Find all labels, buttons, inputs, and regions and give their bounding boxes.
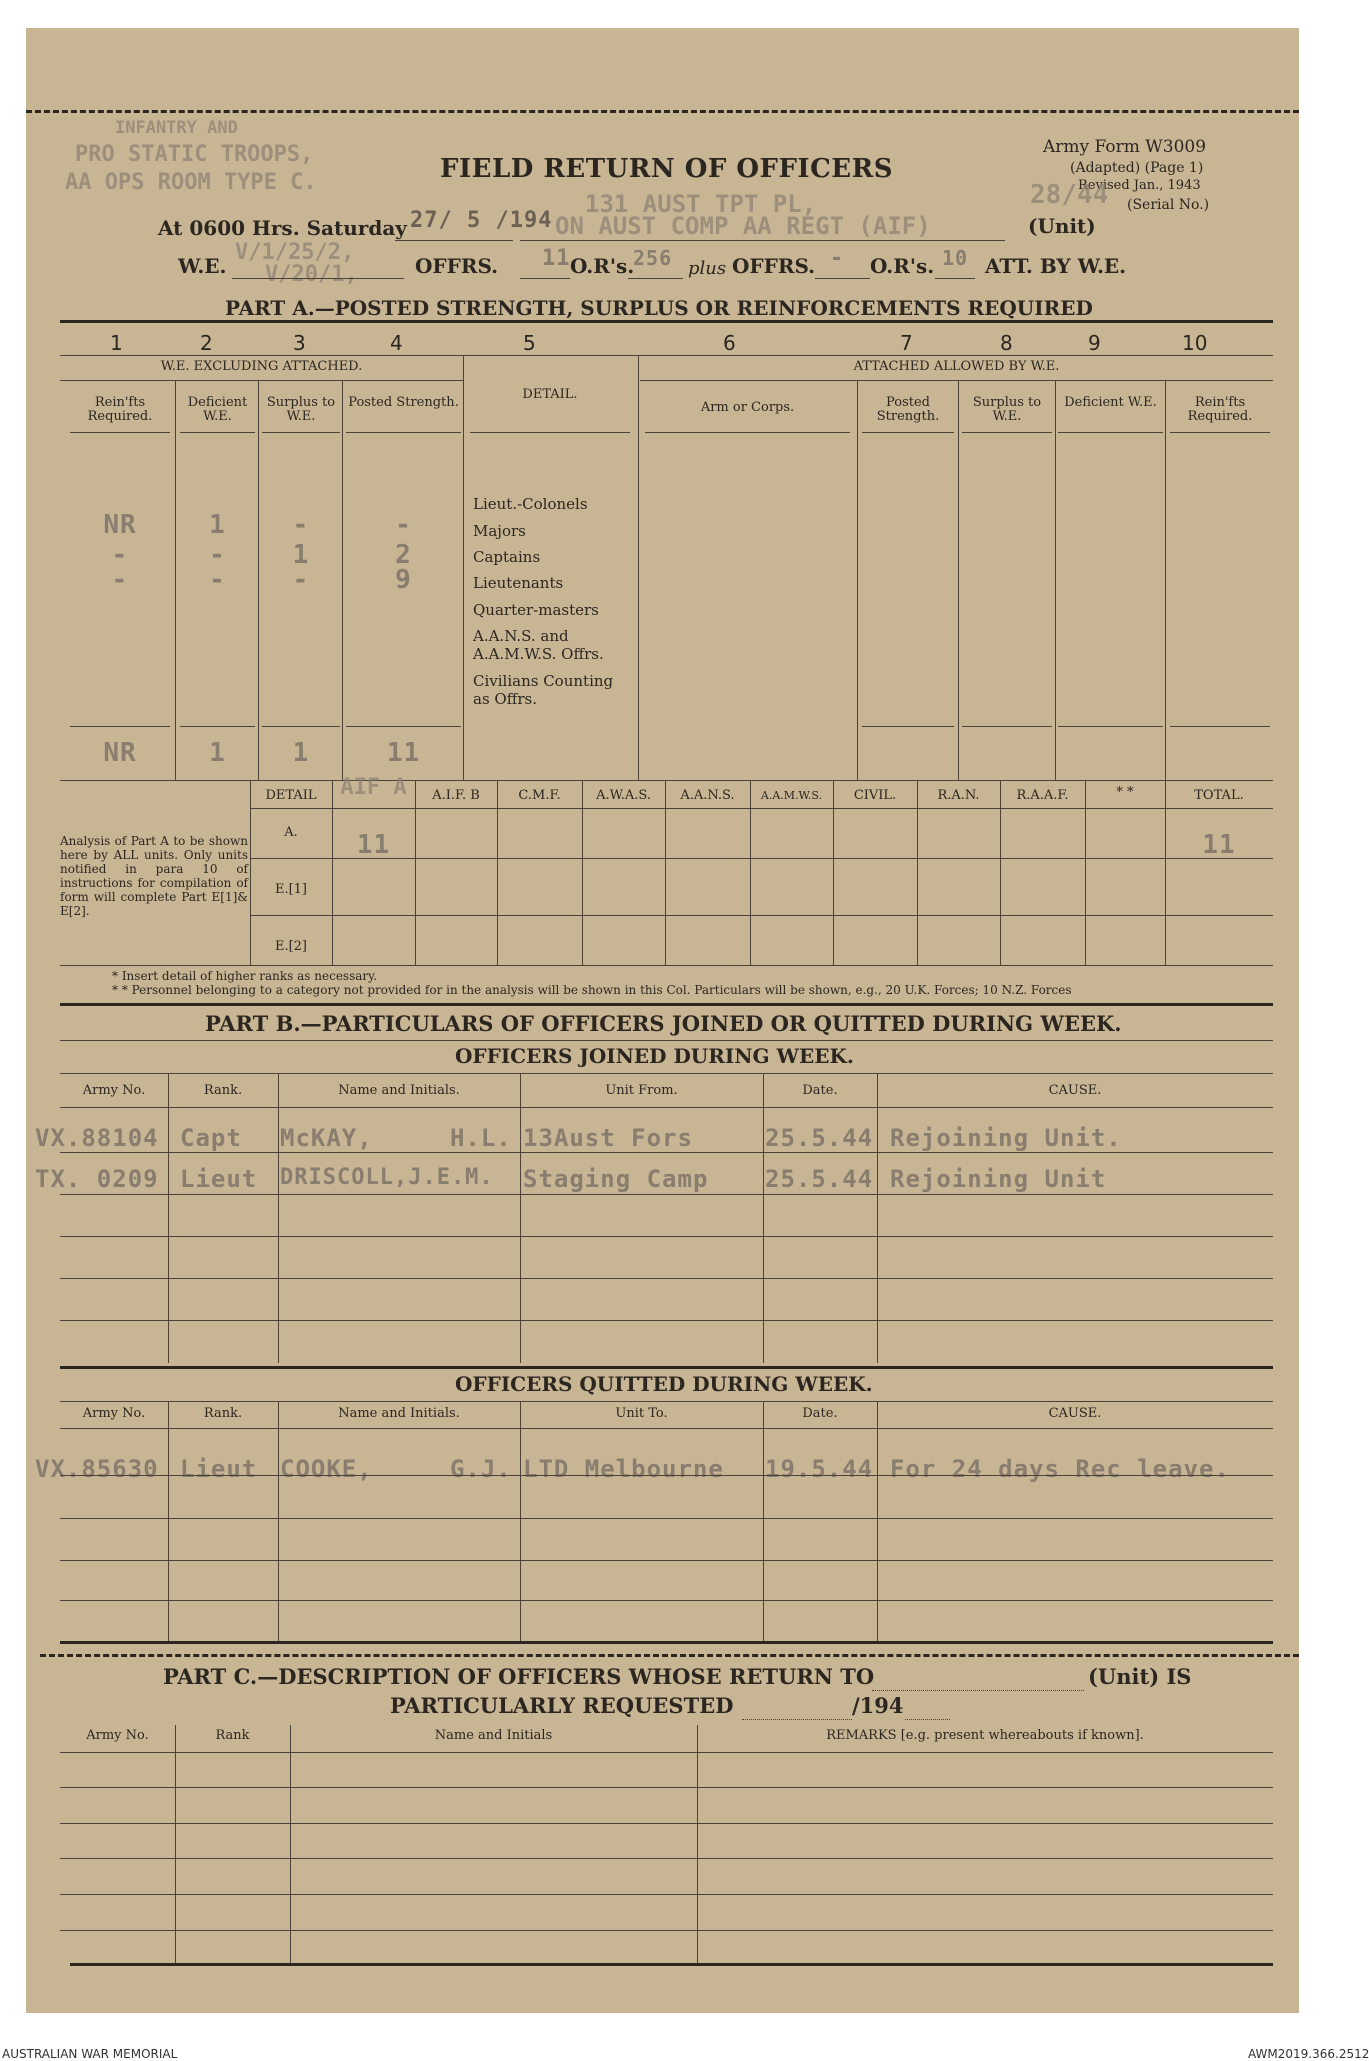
header-arm-corps: Arm or Corps.	[700, 400, 795, 415]
quitted-row-rule	[60, 1518, 1273, 1519]
analysis-row-a: A.	[284, 825, 298, 840]
joined-header-rule	[60, 1107, 1273, 1108]
part-a-total-rule	[1170, 726, 1270, 727]
form-title: FIELD RETURN OF OFFICERS	[440, 154, 893, 184]
at-hours-label: At 0600 Hrs. Saturday	[158, 216, 407, 240]
joined-row-rule	[60, 1320, 1273, 1321]
header-reinfts-10: Rein'fts Required.	[1187, 395, 1253, 424]
row1-surplus: -	[292, 510, 310, 540]
part-c-row-rule	[60, 1787, 1273, 1788]
unit-typed-2: ON AUST COMP AA REGT (AIF)	[555, 212, 931, 240]
part-a-header-rule	[1170, 432, 1270, 433]
col-num-6: 6	[723, 331, 736, 355]
we-group-rule	[60, 380, 463, 381]
col-num-4: 4	[390, 331, 403, 355]
analysis-note: Analysis of Part A to be shown here by ALL units. Only units notified in para 10 of instructions for compilation of form will complete Part E[1]& E[2].	[60, 834, 248, 918]
analysis-detail-label: DETAIL	[265, 788, 317, 803]
part-c-header-army-no: Army No.	[86, 1728, 149, 1743]
offrs-label: OFFRS.	[415, 254, 499, 278]
unit-typed-1: 131 AUST TPT PL,	[585, 190, 817, 218]
row1-deficient: 1	[209, 510, 226, 540]
joined-header-name: Name and Initials.	[338, 1083, 460, 1098]
part-c-row-rule	[60, 1752, 1273, 1753]
quitted-header-cause: CAUSE.	[1048, 1406, 1102, 1421]
analysis-row-e2: E.[2]	[274, 939, 308, 954]
total-surplus: 1	[292, 738, 310, 768]
we-typed-2: V/20/1,	[265, 262, 358, 287]
col-num-8: 8	[1000, 331, 1013, 355]
part-c-year-line	[905, 1719, 950, 1720]
top-dashed-border	[26, 110, 1299, 113]
part-a-vline	[258, 380, 259, 780]
joined-row2-army-no: TX. 0209	[35, 1165, 159, 1193]
col-num-1: 1	[110, 331, 123, 355]
analysis-col-total: TOTAL.	[1194, 788, 1244, 803]
unit-line	[520, 240, 1005, 241]
analysis-row-e1: E.[1]	[274, 882, 308, 897]
joined-row-rule	[60, 1278, 1273, 1279]
ors-label: O.R's.	[570, 254, 635, 278]
part-a-total-rule	[862, 726, 954, 727]
joined-row2-name: DRISCOLL,J.E.M.	[280, 1165, 494, 1190]
analysis-a-aif: 11	[356, 830, 391, 860]
analysis-col-aif-b: A.I.F. B	[432, 788, 480, 803]
part-a-total-rule	[180, 726, 255, 727]
footer-credit: AUSTRALIAN WAR MEMORIAL	[2, 2047, 178, 2061]
total-posted: 11	[386, 738, 421, 768]
part-a-header-rule	[962, 432, 1052, 433]
row3-reinfts: -	[111, 565, 129, 595]
part-a-total-rule	[1058, 726, 1163, 727]
we-line	[232, 278, 404, 279]
offrs-line	[520, 278, 570, 279]
date-typed: 27/ 5 /194	[410, 208, 553, 233]
header-posted-7: Posted Strength.	[876, 395, 940, 424]
quitted-header-army-no: Army No.	[82, 1406, 146, 1421]
ors-line	[628, 278, 683, 279]
att-group-header: ATTACHED ALLOWED BY W.E.	[853, 359, 1060, 374]
quitted-row1-army-no: VX.85630	[35, 1455, 159, 1483]
part-a-bottom-rule	[60, 780, 1273, 781]
part-a-vline	[1055, 380, 1056, 780]
quitted-row1-name: COOKE, G.J.	[280, 1455, 512, 1483]
part-a-vline	[857, 380, 858, 780]
quitted-vline	[278, 1401, 279, 1641]
joined-header-date: Date.	[802, 1083, 838, 1098]
ors-typed: 256	[633, 246, 673, 270]
ors2-label: O.R's.	[870, 254, 935, 278]
quitted-vline	[877, 1401, 878, 1641]
part-a-header-rule	[470, 432, 630, 433]
joined-row-rule	[60, 1152, 1273, 1153]
col-num-7: 7	[900, 331, 913, 355]
part-c-date-line	[742, 1719, 852, 1720]
quitted-header-unit: Unit To.	[615, 1406, 668, 1421]
quitted-row-rule	[60, 1560, 1273, 1561]
part-a-header-rule	[346, 432, 461, 433]
quitted-header-rank: Rank.	[203, 1406, 243, 1421]
serial-label: (Serial No.)	[1127, 197, 1210, 213]
part-c-header-name: Name and Initials	[434, 1728, 553, 1743]
joined-row1-name: McKAY, H.L.	[280, 1124, 512, 1152]
col-num-3: 3	[293, 331, 306, 355]
analysis-col-awas: A.W.A.S.	[596, 788, 651, 803]
corner-typed-line-3: AA OPS ROOM TYPE C.	[65, 170, 317, 195]
col-num-10: 10	[1182, 331, 1208, 355]
joined-row2-date: 25.5.44	[765, 1165, 874, 1193]
quitted-title: OFFICERS QUITTED DURING WEEK.	[455, 1372, 873, 1396]
header-deficient: Deficient W.E.	[187, 395, 248, 424]
part-a-header-rule	[70, 432, 170, 433]
offrs2-typed: -	[830, 246, 845, 271]
part-c-row-rule	[60, 1894, 1273, 1895]
analysis-header-rule	[250, 808, 1273, 809]
corner-typed-line-2: PRO STATIC TROOPS,	[75, 142, 314, 167]
part-a-rule	[60, 320, 1273, 323]
row3-deficient: -	[209, 565, 226, 595]
part-a-total-rule	[262, 726, 340, 727]
total-reinfts: NR	[103, 738, 137, 768]
joined-row-rule	[60, 1194, 1273, 1195]
part-a-total-rule	[346, 726, 461, 727]
quitted-row1-rank: Lieut	[180, 1455, 258, 1483]
footer-accession-number: AWM2019.366.2512	[1248, 2047, 1369, 2061]
plus-label: plus	[688, 258, 727, 279]
joined-header-cause: CAUSE.	[1048, 1083, 1102, 1098]
rank-lieut-colonels: Lieut.-Colonels	[473, 495, 588, 513]
row2-deficient: -	[209, 540, 226, 570]
offrs2-line	[815, 278, 870, 279]
quitted-title-rule	[60, 1401, 1273, 1402]
ors2-line	[935, 278, 975, 279]
joined-row1-rank: Capt	[180, 1124, 242, 1152]
quitted-row-rule	[60, 1600, 1273, 1601]
analysis-col-other: * *	[1116, 785, 1134, 800]
quitted-header-rule	[60, 1428, 1273, 1429]
att-label: ATT. BY W.E.	[985, 254, 1127, 278]
joined-row-rule	[60, 1236, 1273, 1237]
part-c-title-2: PARTICULARLY REQUESTED	[390, 1693, 734, 1718]
joined-row2-rank: Lieut	[180, 1165, 258, 1193]
analysis-footnote-1: * Insert detail of higher ranks as necessary.	[112, 969, 378, 983]
quitted-row1-cause: For 24 days Rec leave.	[890, 1455, 1230, 1483]
analysis-bottom-rule	[60, 965, 1273, 966]
quitted-row1-unit: LTD Melbourne	[523, 1455, 724, 1483]
analysis-col-ran: R.A.N.	[937, 788, 980, 803]
header-posted: Posted Strength.	[348, 395, 459, 410]
joined-row1-date: 25.5.44	[765, 1124, 874, 1152]
part-c-unit-is: (Unit) IS	[1088, 1664, 1192, 1689]
quitted-bottom-rule	[60, 1641, 1273, 1644]
row2-posted: 2	[395, 540, 412, 570]
analysis-col-aif-a: AIF A	[340, 775, 407, 800]
joined-header-rank: Rank.	[203, 1083, 243, 1098]
row3-surplus: -	[292, 565, 310, 595]
row3-posted: 9	[395, 565, 412, 595]
joined-header-unit: Unit From.	[605, 1083, 678, 1098]
part-b-top-rule	[60, 1003, 1273, 1006]
col-num-rule	[60, 355, 1273, 356]
row2-surplus: 1	[292, 540, 310, 570]
analysis-footnote-2: * * Personnel belonging to a category not provided for in the analysis will be shown in this Col. Particulars will be shown, e.g., 20 U.K. Forces; 10 N.Z. Forces	[112, 983, 1072, 997]
joined-row1-unit: 13Aust Fors	[523, 1124, 693, 1152]
rank-majors: Majors	[473, 522, 526, 540]
rank-quartermasters: Quarter-masters	[473, 601, 599, 619]
part-a-header-rule	[862, 432, 954, 433]
joined-row2-cause: Rejoining Unit	[890, 1165, 1107, 1193]
part-c-vline	[697, 1725, 698, 1965]
joined-row2-unit: Staging Camp	[523, 1165, 709, 1193]
part-a-vline	[175, 380, 176, 780]
rank-captains: Captains	[473, 548, 541, 566]
we-group-header: W.E. EXCLUDING ATTACHED.	[160, 359, 363, 374]
part-a-header-rule	[1058, 432, 1163, 433]
quitted-vline	[520, 1401, 521, 1641]
quitted-vline	[763, 1401, 764, 1641]
part-a-vline	[342, 380, 343, 780]
joined-title-rule	[60, 1073, 1273, 1074]
att-group-rule	[640, 380, 1273, 381]
quitted-row-rule	[60, 1475, 1273, 1476]
unit-label: (Unit)	[1028, 214, 1096, 238]
joined-row1-army-no: VX.88104	[35, 1124, 159, 1152]
header-reinfts: Rein'fts Required.	[87, 395, 153, 424]
we-label: W.E.	[178, 254, 227, 278]
analysis-col-civil: CIVIL.	[853, 788, 897, 803]
part-a-header-rule	[262, 432, 340, 433]
analysis-col-aans: A.A.N.S.	[680, 788, 735, 803]
joined-row1-cause: Rejoining Unit.	[890, 1124, 1122, 1152]
army-form-number: Army Form W3009	[1043, 137, 1207, 157]
part-c-vline	[175, 1725, 176, 1965]
part-c-bottom-rule	[70, 1963, 1273, 1966]
analysis-col-raaf: R.A.A.F.	[1016, 788, 1069, 803]
revised-label: Revised Jan., 1943	[1078, 178, 1201, 193]
col-num-5: 5	[523, 331, 536, 355]
part-c-title-1: PART C.—DESCRIPTION OF OFFICERS WHOSE RETURN TO	[163, 1664, 875, 1689]
part-c-row-rule	[60, 1858, 1273, 1859]
joined-title: OFFICERS JOINED DURING WEEK.	[455, 1044, 854, 1068]
adapted-label: (Adapted) (Page 1)	[1070, 160, 1204, 176]
part-b-title: PART B.—PARTICULARS OF OFFICERS JOINED OR QUITTED DURING WEEK.	[205, 1011, 1122, 1036]
joined-header-army-no: Army No.	[82, 1083, 146, 1098]
part-a-header-rule	[180, 432, 255, 433]
row1-posted: -	[395, 510, 412, 540]
header-deficient-9: Deficient W.E.	[1064, 395, 1157, 410]
corner-typed-line-1: INFANTRY AND	[115, 118, 238, 138]
serial-typed: 28/44	[1030, 180, 1109, 210]
col-num-2: 2	[200, 331, 213, 355]
quitted-header-date: Date.	[802, 1406, 838, 1421]
header-detail: DETAIL.	[522, 387, 578, 402]
rank-aans-aamws: A.A.N.S. and A.A.M.W.S. Offrs.	[473, 627, 604, 663]
part-a-title: PART A.—POSTED STRENGTH, SURPLUS OR REINFORCEMENTS REQUIRED	[225, 296, 1093, 320]
row2-reinfts: -	[111, 540, 129, 570]
part-c-row-rule	[60, 1823, 1273, 1824]
col-num-9: 9	[1088, 331, 1101, 355]
analysis-row-rule	[250, 915, 1273, 916]
part-c-row-rule	[60, 1930, 1273, 1931]
ors2-typed: 10	[942, 246, 969, 270]
quitted-row1-date: 19.5.44	[765, 1455, 874, 1483]
part-a-vline	[958, 380, 959, 780]
quitted-top-rule	[60, 1366, 1273, 1369]
analysis-a-total: 11	[1202, 830, 1236, 860]
part-c-header-rank: Rank	[215, 1728, 250, 1743]
header-surplus: Surplus to W.E.	[266, 395, 336, 424]
rank-lieutenants: Lieutenants	[473, 574, 564, 592]
rank-civilians: Civilians Counting as Offrs.	[473, 672, 614, 708]
we-typed-1: V/1/25/2,	[235, 240, 355, 265]
offrs2-label: OFFRS.	[732, 254, 816, 278]
header-surplus-8: Surplus to W.E.	[972, 395, 1042, 424]
total-deficient: 1	[209, 738, 226, 768]
analysis-col-aamws: A.A.M.W.S.	[760, 789, 823, 802]
part-c-dashed-border	[40, 1654, 1299, 1657]
part-c-unit-line	[872, 1690, 1084, 1691]
quitted-header-name: Name and Initials.	[338, 1406, 460, 1421]
part-a-header-rule	[645, 432, 850, 433]
part-b-title-rule	[60, 1040, 1273, 1041]
part-a-vline	[463, 355, 464, 780]
date-line	[395, 240, 513, 241]
part-a-total-rule	[70, 726, 170, 727]
part-c-vline	[290, 1725, 291, 1965]
part-a-vline	[638, 355, 639, 780]
offrs-typed: 11	[542, 246, 571, 271]
quitted-vline	[168, 1401, 169, 1641]
part-c-year: /194	[852, 1693, 904, 1718]
row1-reinfts: NR	[103, 510, 137, 540]
part-c-header-remarks: REMARKS [e.g. present whereabouts if known].	[826, 1728, 1144, 1743]
part-a-total-rule	[962, 726, 1052, 727]
part-a-vline	[1165, 380, 1166, 780]
analysis-col-cmf: C.M.F.	[518, 788, 561, 803]
